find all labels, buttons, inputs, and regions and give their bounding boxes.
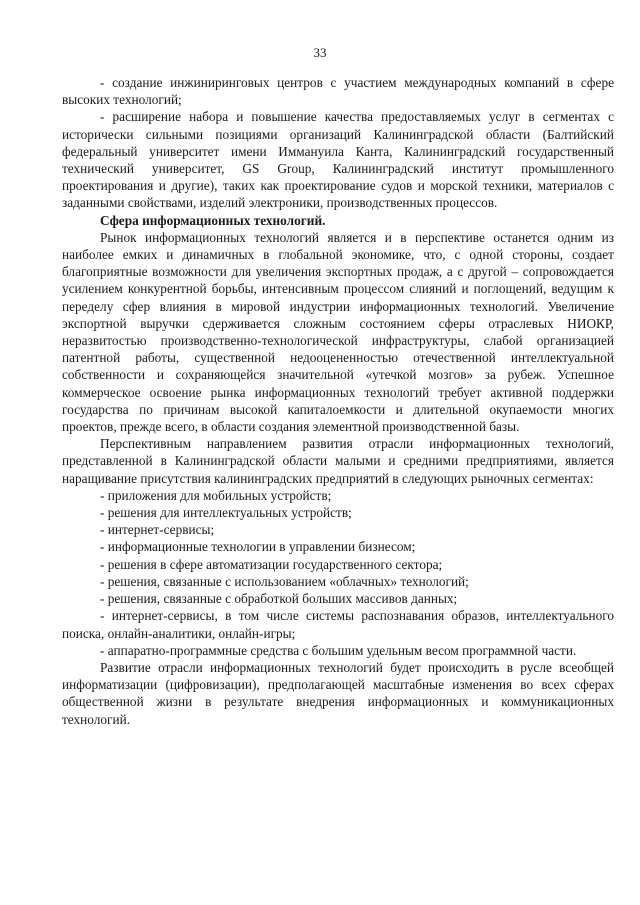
list-item: - интернет-сервисы, в том числе системы распознавания образов, интеллектуального поиска, онлайн-аналитики, онлайн-игры;: [62, 608, 614, 641]
list-item: - интернет-сервисы;: [100, 522, 215, 538]
paragraph-development: Развитие отрасли информационных технологий будет происходить в русле всеобщей информатизации (цифровизации), предполагающей масштабные изменения во всех сферах общественной жизни в результате внедрения информационных и коммуникационных технологий.: [62, 659, 614, 727]
section-heading: Сфера информационных технологий.: [100, 212, 326, 228]
list-item: - аппаратно-программные средства с большим удельным весом программной части.: [100, 642, 577, 658]
segment-list: [62, 487, 614, 659]
paragraph-services-expansion: - расширение набора и повышение качества предоставляемых услуг в сегментах с исторически сильными позициями организаций Калининградской области (Балтийский федеральный университет имени Иммануила Канта, Калининградский государственный технический университет, GS Group, Калининградский институт промышленного проектирования и другие), таких как проектирование судов и морской техники, материалов с заданными свойствами, изделий электроники, производственных процессов.: [62, 109, 614, 211]
paragraph-it-market: Рынок информационных технологий является и в перспективе останется одним из наиболее емких и динамичных в глобальной экономике, что, с одной стороны, создает благоприятные возможности для увеличения экспортных продаж, а с другой – сопровождается усилением конкурентной борьбы, интенсивным процессом слияний и поглощений, ведущим к переделу сфер влияния в мировой индустрии информационных технологий. Увеличение экспортной выручки сдерживается сложным состоянием сферы отраслевых НИОКР, неразвитостью производственно-технологической инфраструктуры, слабой организацией патентной работы, существенной недооцененностью отечественной интеллектуальной собственности и сохраняющейся значительной «утечкой мозгов» за рубеж. Успешное коммерческое освоение рынка информационных технологий требует активной поддержки государства по причинам высокой капиталоемкости и длительной окупаемости многих проектов, прежде всего, в области создания элементной производственной базы.: [62, 229, 614, 435]
page-content: [62, 74, 614, 728]
list-item: - решения в сфере автоматизации государственного сектора;: [100, 556, 443, 572]
paragraph-engineering-centers: - создание инжиниринговых центров с участием международных компаний в сфере высоких технологий;: [62, 75, 614, 108]
list-item: - решения для интеллектуальных устройств;: [100, 505, 352, 521]
list-item: - решения, связанные с обработкой больших массивов данных;: [100, 591, 458, 607]
list-item: - информационные технологии в управлении бизнесом;: [100, 539, 416, 555]
list-item: - решения, связанные с использованием «облачных» технологий;: [100, 573, 469, 589]
list-item: - приложения для мобильных устройств;: [100, 487, 332, 503]
page-number: 33: [313, 45, 327, 60]
paragraph-prospective-direction: Перспективным направлением развития отрасли информационных технологий, представленной в Калининградской области малыми и средними предприятиями, является наращивание присутствия калининградских предприятий в следующих рыночных сегментах:: [62, 436, 614, 486]
